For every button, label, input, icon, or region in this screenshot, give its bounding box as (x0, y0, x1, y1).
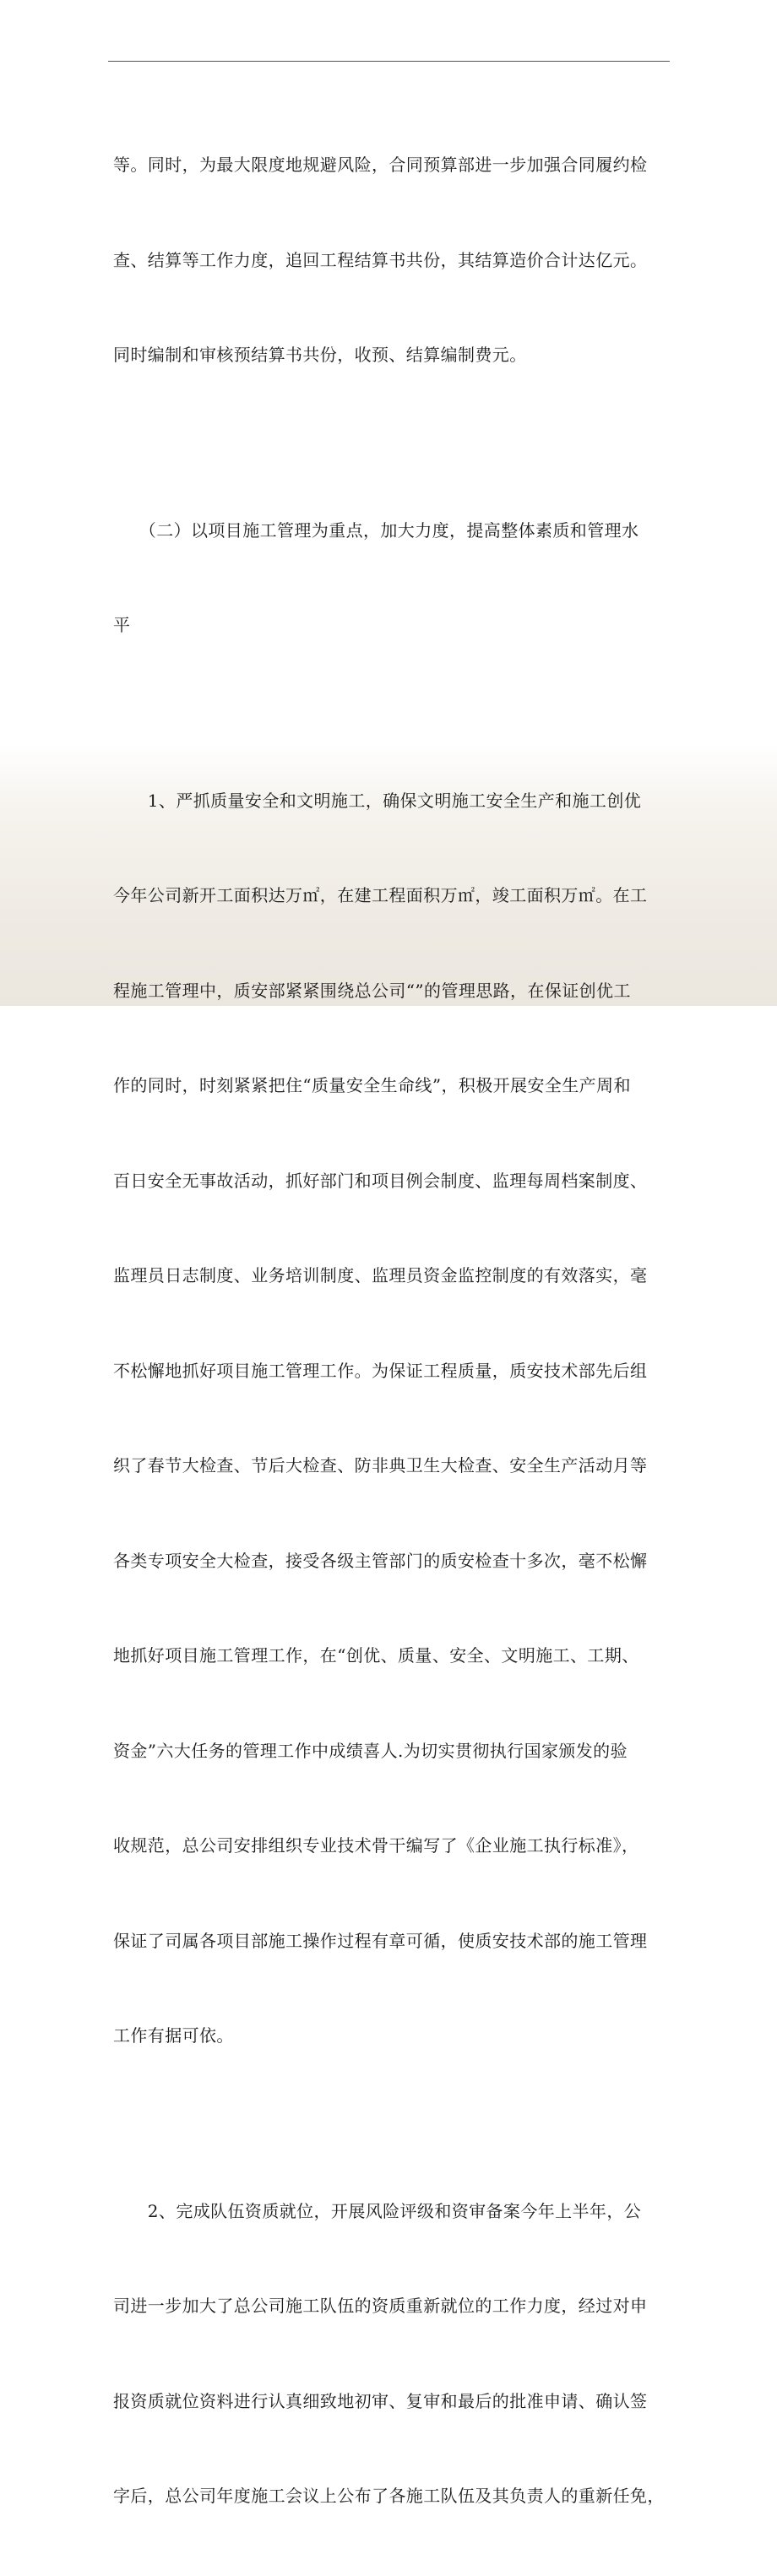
text-line: 司进一步加大了总公司施工队伍的资质重新就位的工作力度，经过对申 (113, 2296, 648, 2316)
paragraph-spacer (113, 705, 671, 722)
text-line: 查、结算等工作力度，追回工程结算书共份，其结算造价合计达亿元。 (113, 249, 648, 270)
text-line: 同时编制和审核预结算书共份，收预、结算编制费元。 (113, 345, 527, 365)
text-line: 收规范，总公司安排组织专业技术骨干编写了《企业施工执行标准》， (113, 1835, 639, 1856)
text-line: 保证了司属各项目部施工操作过程有章可循，使质安技术部的施工管理 (113, 1930, 648, 1951)
text-line: 百日安全无事故活动，抓好部门和项目例会制度、监理每周档案制度、 (113, 1170, 648, 1191)
text-line: 今年公司新开工面积达万㎡，在建工程面积万㎡，竣工面积万㎡。在工 (113, 885, 648, 905)
text-line: 等。同时，为最大限度地规避风险，合同预算部进一步加强合同履约检 (113, 155, 648, 175)
text-line: 字后，总公司年度施工会议上公布了各施工队伍及其负责人的重新任免， (113, 2486, 665, 2506)
text-line: （二）以项目施工管理为重点，加大力度，提高整体素质和管理水 (113, 519, 639, 541)
paragraph-quality-safety (113, 722, 671, 2116)
paragraph-spacer (113, 2116, 671, 2133)
paragraph-contract-budget (113, 86, 671, 435)
paragraph-spacer (113, 435, 671, 452)
text-line: 工作有据可依。 (113, 2025, 234, 2046)
text-line: 资金”六大任务的管理工作中成绩喜人.为切实贯彻执行国家颁发的验 (113, 1740, 628, 1761)
text-line: 各类专项安全大检查，接受各级主管部门的质安检查十多次，毫不松懈 (113, 1550, 648, 1571)
document-body (113, 86, 671, 2576)
text-line: 平 (113, 615, 131, 635)
header-rule (108, 61, 670, 62)
text-line: 地抓好项目施工管理工作，在“创优、质量、安全、文明施工、工期、 (113, 1645, 639, 1666)
text-line: 不松懈地抓好项目施工管理工作。为保证工程质量，质安技术部先后组 (113, 1360, 648, 1381)
text-line: 2、完成队伍资质就位，开展风险评级和资审备案今年上半年，公 (113, 2200, 642, 2221)
text-line: 作的同时，时刻紧紧把住“质量安全生命线”，积极开展安全生产周和 (113, 1075, 631, 1095)
section-heading-2 (113, 452, 671, 705)
paragraph-qualification (113, 2133, 671, 2576)
text-line: 报资质就位资料进行认真细致地初审、复审和最后的批准申请、确认签 (113, 2390, 648, 2411)
text-line: 1、严抓质量安全和文明施工，确保文明施工安全生产和施工创优 (113, 790, 642, 811)
text-line: 织了春节大检查、节后大检查、防非典卫生大检查、安全生产活动月等 (113, 1455, 648, 1475)
text-line: 监理员日志制度、业务培训制度、监理员资金监控制度的有效落实，毫 (113, 1265, 648, 1285)
text-line: 程施工管理中，质安部紧紧围绕总公司“”的管理思路，在保证创优工 (113, 980, 631, 1001)
